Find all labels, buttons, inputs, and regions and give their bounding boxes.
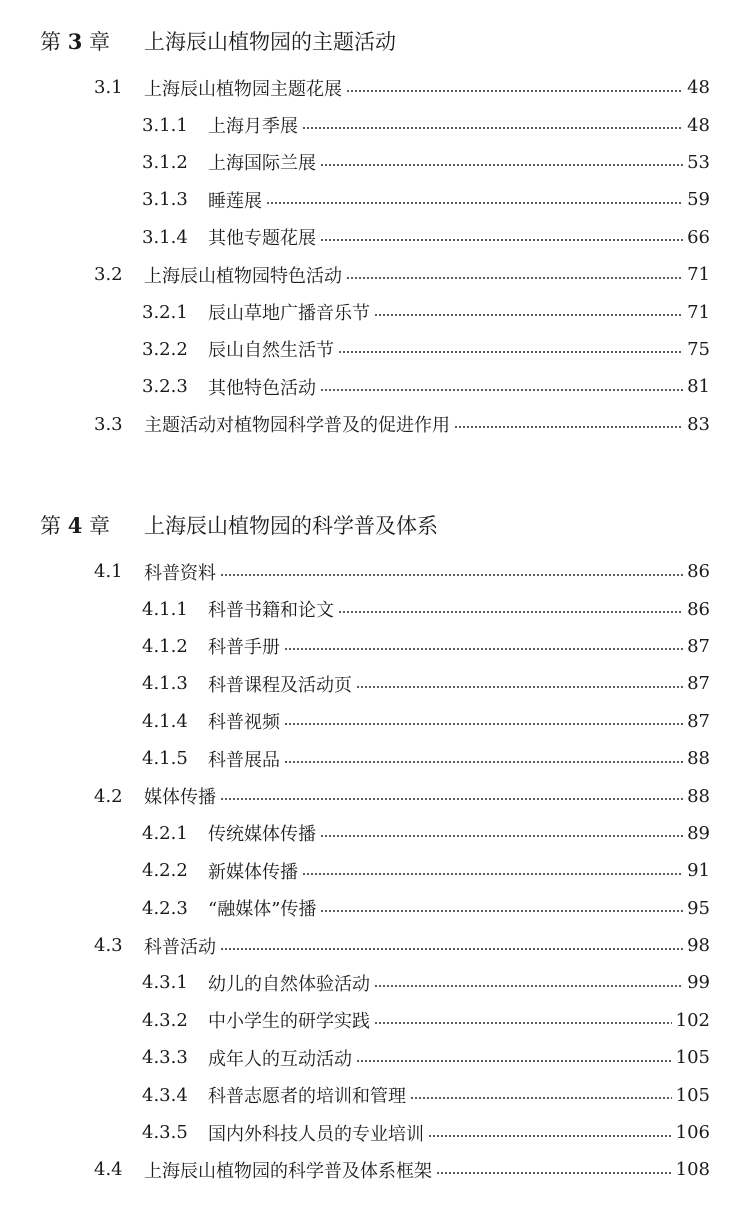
toc-entry-page-number: 86 [687, 598, 710, 620]
toc-entry-title: 上海月季展 [208, 116, 298, 138]
dot-leader [284, 761, 683, 763]
chapter-number: 第 4 章 [40, 513, 110, 538]
toc-subsection-entry[interactable] [40, 590, 710, 627]
toc-subsection-entry[interactable] [40, 890, 710, 927]
dot-leader [374, 1022, 672, 1024]
toc-entry-title: 科普展品 [208, 749, 280, 771]
dot-leader [374, 985, 683, 987]
toc-entry-page-number: 48 [687, 77, 710, 99]
toc-entry-page-number: 87 [687, 710, 710, 732]
toc-entry-page-number: 98 [687, 935, 710, 957]
toc-entry-title: “融媒体”传播 [208, 899, 317, 921]
toc-subsection-entry[interactable] [40, 1114, 710, 1151]
dot-leader [320, 910, 683, 912]
toc-entry-number: 3.1.2 [142, 151, 188, 173]
toc-entry-number: 3.1.1 [142, 114, 188, 136]
toc-entry-page-number: 81 [687, 376, 710, 398]
toc-subsection-entry[interactable] [40, 181, 710, 218]
chapter-4-section [40, 510, 710, 1189]
dot-leader [302, 127, 683, 129]
dot-leader [338, 351, 683, 353]
toc-subsection-entry[interactable] [40, 815, 710, 852]
toc-entry-page-number: 53 [687, 151, 710, 173]
toc-entry-title: 科普课程及活动页 [208, 674, 352, 696]
dot-leader [428, 1135, 672, 1137]
toc-entry-title: 其他专题花展 [208, 228, 316, 250]
toc-entry-number: 4.2.1 [142, 822, 188, 844]
toc-entry-number: 4.3.2 [142, 1009, 188, 1031]
toc-entry-number: 3.2.2 [142, 338, 188, 360]
dot-leader [320, 164, 683, 166]
toc-entry-number: 4.3.5 [142, 1122, 188, 1144]
toc-entry-number: 3.1.4 [142, 226, 188, 248]
toc-entry-number: 4.3 [94, 935, 123, 957]
toc-subsection-entry[interactable] [40, 1039, 710, 1076]
toc-entry-number: 4.3.3 [142, 1047, 188, 1069]
toc-section-entry[interactable] [40, 927, 710, 964]
dot-leader [302, 873, 683, 875]
dot-leader [320, 835, 683, 837]
toc-section-entry[interactable] [40, 69, 710, 106]
toc-entry-title: 新媒体传播 [208, 861, 298, 883]
toc-entry-page-number: 108 [675, 1159, 710, 1181]
toc-entry-title: 科普活动 [144, 936, 216, 958]
toc-section-entry[interactable] [40, 406, 710, 443]
toc-subsection-entry[interactable] [40, 852, 710, 889]
dot-leader [356, 1060, 672, 1062]
toc-subsection-entry[interactable] [40, 219, 710, 256]
dot-leader [410, 1097, 672, 1099]
toc-entry-page-number: 87 [687, 673, 710, 695]
toc-entry-page-number: 105 [675, 1047, 710, 1069]
toc-entry-number: 3.1 [94, 77, 123, 99]
toc-entry-page-number: 75 [687, 338, 710, 360]
toc-subsection-entry[interactable] [40, 293, 710, 330]
toc-entry-number: 3.2.3 [142, 376, 188, 398]
chapter-title: 上海辰山植物园的科学普及体系 [144, 514, 438, 538]
toc-subsection-entry[interactable] [40, 1076, 710, 1113]
toc-entry-page-number: 66 [687, 226, 710, 248]
toc-entry-number: 4.1.3 [142, 673, 188, 695]
toc-list [40, 553, 710, 1189]
toc-entry-number: 4.4 [94, 1159, 123, 1181]
toc-entry-number: 4.1.2 [142, 635, 188, 657]
toc-entry-title: 上海辰山植物园的科学普及体系框架 [144, 1160, 432, 1182]
dot-leader [454, 426, 683, 428]
dot-leader [320, 239, 683, 241]
toc-entry-page-number: 99 [687, 972, 710, 994]
toc-entry-number: 4.1.5 [142, 748, 188, 770]
toc-subsection-entry[interactable] [40, 1002, 710, 1039]
toc-entry-page-number: 59 [687, 189, 710, 211]
dot-leader [436, 1172, 672, 1174]
toc-section-entry[interactable] [40, 256, 710, 293]
toc-entry-title: 中小学生的研学实践 [208, 1011, 370, 1033]
toc-subsection-entry[interactable] [40, 740, 710, 777]
dot-leader [266, 202, 683, 204]
toc-entry-number: 4.1.4 [142, 710, 188, 732]
toc-entry-number: 4.2.3 [142, 897, 188, 919]
dot-leader [374, 314, 683, 316]
toc-entry-title: 科普资料 [144, 562, 216, 584]
dot-leader [284, 723, 683, 725]
dot-leader [346, 90, 683, 92]
toc-section-entry[interactable] [40, 553, 710, 590]
toc-entry-number: 3.3 [94, 413, 123, 435]
dot-leader [220, 948, 683, 950]
toc-entry-title: 科普手册 [208, 637, 280, 659]
toc-entry-number: 3.1.3 [142, 189, 188, 211]
toc-entry-page-number: 83 [687, 413, 710, 435]
chapter-number: 第 3 章 [40, 29, 110, 54]
toc-entry-page-number: 86 [687, 561, 710, 583]
dot-leader [320, 389, 683, 391]
toc-entry-number: 4.3.4 [142, 1084, 188, 1106]
toc-entry-number: 4.2.2 [142, 860, 188, 882]
toc-entry-page-number: 48 [687, 114, 710, 136]
toc-entry-title: 主题活动对植物园科学普及的促进作用 [144, 415, 450, 437]
toc-entry-page-number: 105 [675, 1084, 710, 1106]
toc-entry-number: 4.1 [94, 561, 123, 583]
toc-entry-page-number: 71 [687, 301, 710, 323]
toc-entry-page-number: 87 [687, 635, 710, 657]
chapter-heading [40, 26, 710, 66]
toc-entry-page-number: 106 [675, 1122, 710, 1144]
toc-subsection-entry[interactable] [40, 106, 710, 143]
toc-subsection-entry[interactable] [40, 144, 710, 181]
toc-entry-title: 其他特色活动 [208, 377, 316, 399]
toc-entry-title: 成年人的互动活动 [208, 1048, 352, 1070]
toc-entry-page-number: 95 [687, 897, 710, 919]
toc-entry-page-number: 91 [687, 860, 710, 882]
toc-section-entry[interactable] [40, 777, 710, 814]
toc-entry-page-number: 88 [687, 785, 710, 807]
toc-entry-title: 科普志愿者的培训和管理 [208, 1086, 406, 1108]
dot-leader [346, 277, 683, 279]
dot-leader [220, 574, 683, 576]
toc-entry-number: 4.2 [94, 785, 123, 807]
toc-entry-page-number: 71 [687, 264, 710, 286]
toc-entry-title: 国内外科技人员的专业培训 [208, 1123, 424, 1145]
toc-entry-page-number: 102 [675, 1009, 710, 1031]
toc-subsection-entry[interactable] [40, 703, 710, 740]
toc-entry-number: 3.2 [94, 264, 123, 286]
toc-entry-title: 传统媒体传播 [208, 824, 316, 846]
toc-entry-title: 科普书籍和论文 [208, 600, 334, 622]
toc-entry-number: 3.2.1 [142, 301, 188, 323]
toc-subsection-entry[interactable] [40, 331, 710, 368]
toc-entry-title: 上海辰山植物园主题花展 [144, 78, 342, 100]
toc-entry-title: 科普视频 [208, 712, 280, 734]
toc-entry-title: 上海辰山植物园特色活动 [144, 265, 342, 287]
toc-entry-title: 睡莲展 [208, 190, 262, 212]
toc-entry-title: 辰山草地广播音乐节 [208, 303, 370, 325]
toc-subsection-entry[interactable] [40, 628, 710, 665]
chapter-title: 上海辰山植物园的主题活动 [144, 30, 396, 54]
dot-leader [338, 611, 683, 613]
chapter-heading [40, 510, 710, 550]
toc-entry-title: 上海国际兰展 [208, 153, 316, 175]
toc-list [40, 69, 710, 443]
toc-entry-page-number: 88 [687, 748, 710, 770]
toc-entry-title: 辰山自然生活节 [208, 340, 334, 362]
toc-entry-title: 幼儿的自然体验活动 [208, 973, 370, 995]
toc-entry-title: 媒体传播 [144, 787, 216, 809]
dot-leader [284, 648, 683, 650]
toc-subsection-entry[interactable] [40, 964, 710, 1001]
chapter-3-section [40, 26, 710, 443]
dot-leader [220, 798, 683, 800]
toc-subsection-entry[interactable] [40, 368, 710, 405]
dot-leader [356, 686, 683, 688]
toc-subsection-entry[interactable] [40, 665, 710, 702]
toc-entry-number: 4.1.1 [142, 598, 188, 620]
toc-entry-number: 4.3.1 [142, 972, 188, 994]
toc-section-entry[interactable] [40, 1151, 710, 1188]
toc-entry-page-number: 89 [687, 822, 710, 844]
